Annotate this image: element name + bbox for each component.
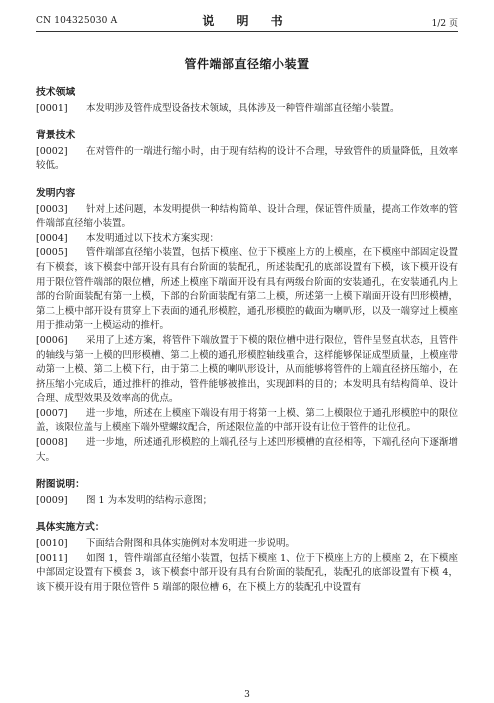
page-indicator: 1/2 页 [431,19,458,29]
paragraph [36,102,458,117]
paragraph-text: 进一步地，所述在上模座下端设有用于将第一上模、第二上模限位于通孔形模腔中的限位盖，该限位盖与上模座下端外壁螺纹配合，所述限位盖的中部开设有让位于管件的让位孔。 [36,407,458,434]
paragraph-number: [0008] [36,437,68,449]
section-heading: 附图说明： [36,479,85,491]
page-footer [0,690,494,700]
paragraph [36,552,458,596]
paragraph-number: [0006] [36,334,68,346]
paragraph-number: [0011] [36,552,68,564]
paragraph [36,145,458,174]
paragraph [36,407,458,436]
paragraph-number: [0010] [36,538,68,550]
paragraph-text: 管件端部直径缩小装置，包括下模座、位于下模座上方的上模座，在下模座中部固定设置有下模套，该下模套中部开设有具有台阶面的装配孔，所述装配孔的底部设置有下模，该下模开设有用于限位管件端部的限位槽，所述上模座下端面开设有具有两级台阶面的安装通孔，在安装通孔内上部的台阶面装配有第一上模，下部的台阶面装配有第二上模，所述第一上模下端面开设有凹形模槽，第二上模中部开设有贯穿上下表面的通孔形模腔，通孔形模腔的截面为喇叭形，以及一端穿过上模座用于推动第一上模运动的推杆。 [36,247,458,332]
patent-number: CN 104325030 A [36,16,118,26]
section-heading: 具体实施方式： [36,522,105,534]
paragraph-number: [0001] [36,102,68,114]
paragraph-number: [0009] [36,494,68,506]
paragraph-number: [0003] [36,203,68,215]
paragraph-number: [0004] [36,232,68,244]
section-heading: 背景技术 [36,130,76,142]
paragraph-text: 如图 1，管件端部直径缩小装置，包括下模座 1、位于下模座上方的上模座 2，在下模座中部固定设置有下模套 3，该下模套中部开设有具有台阶面的装配孔，装配孔的底部设置有下模 4，该下模开设有用于限位管件 5 端部的限位槽 6，在下模上方的装配孔中设置有 [36,552,458,593]
paragraph [36,334,458,407]
paragraph-number: [0005] [36,247,68,259]
header-divider [36,31,458,32]
paragraph [36,537,458,552]
paragraph [36,232,458,247]
section-heading: 技术领域 [36,87,76,98]
page-number: 3 [244,690,250,700]
document-type: 说 明 书 [202,14,292,28]
paragraph-text: 本发明涉及管件成型设备技术领域，具体涉及一种管件端部直径缩小装置。 [86,102,400,114]
paragraph [36,246,458,334]
paragraph-text: 针对上述问题，本发明提供一种结构简单、设计合理，保证管件质量，提高工作效率的管件端部直径缩小装置。 [36,203,458,230]
paragraph-text: 本发明通过以下技术方案实现： [86,232,220,244]
paragraph-number: [0007] [36,407,68,419]
paragraph-number: [0002] [36,145,68,157]
paragraph-text: 下面结合附图和具体实施例对本发明进一步说明。 [86,538,296,550]
paragraph [36,203,458,232]
document-body [36,86,458,595]
paragraph-text: 进一步地，所述通孔形模腔的上端孔径与上述凹形模槽的直径相等，下端孔径向下逐渐增大。 [36,437,458,463]
paragraph [36,436,458,465]
paragraph-text: 在对管件的一端进行缩小时，由于现有结构的设计不合理，导致管件的质量降低，且效率较低。 [36,145,458,172]
paragraph-text: 采用了上述方案，将管件下端放置于下模的限位槽中进行限位，管件呈竖直状态，且管件的轴线与第一上模的凹形模槽、第二上模的通孔形模腔轴线重合，这样能够保证成型质量，上模座带动第一上模、第二上模下行，由于第二上模的喇叭形设计，从而能够将管件的上端直径挤压缩小，在挤压缩小完成后，通过推杆的推动，管件能够被推出，实现卸料的目的；本发明具有结构简单、设计合理、成型效果及效率高的优点。 [36,334,458,405]
page-header [36,12,458,30]
document-title: 管件端部直径缩小装置 [184,57,310,71]
section-heading: 发明内容 [36,187,76,199]
paragraph [36,494,458,509]
paragraph-text: 图 1 为本发明的结构示意图； [86,494,213,506]
